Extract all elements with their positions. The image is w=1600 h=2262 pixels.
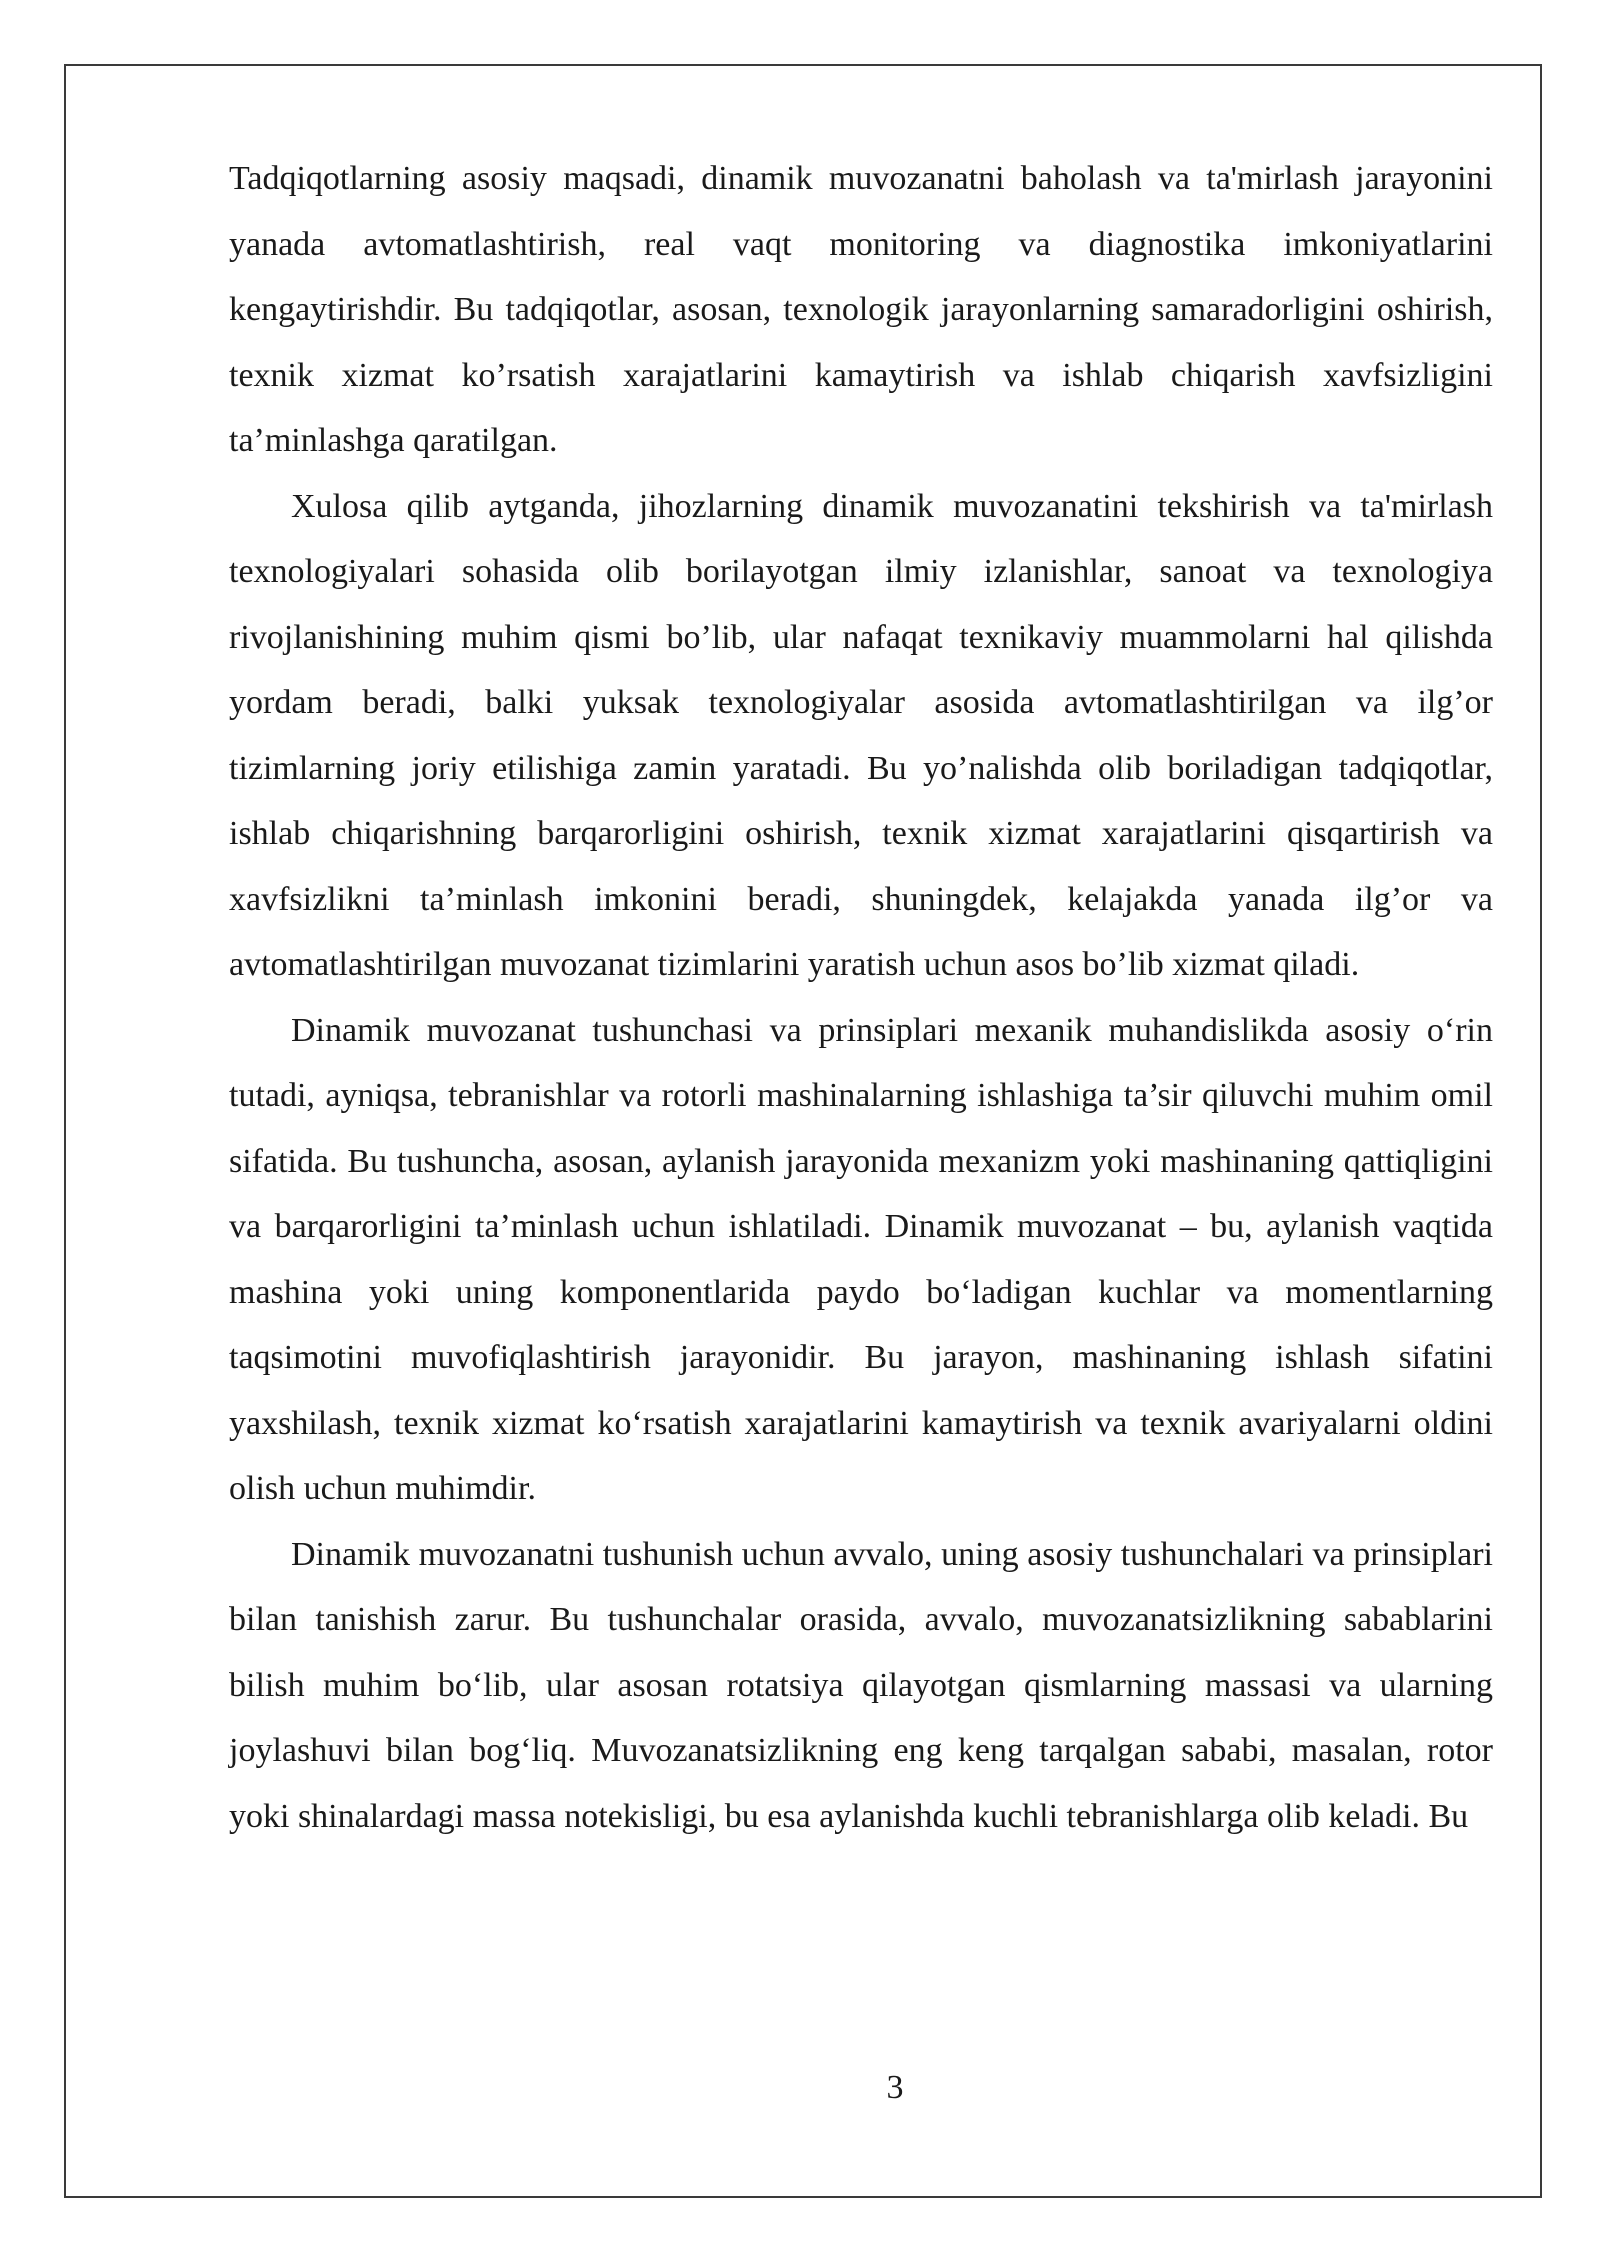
paragraph-2: Xulosa qilib aytganda, jihozlarning dinamik muvozanatini tekshirish va ta'mirlash texnologiyalari sohasida olib borilayotgan ilmiy izlanishlar, sanoat va texnologiya rivojlanishining muhim qismi bo’lib, ular nafaqat texnikaviy muammolarni hal qilishda yordam beradi, balki yuksak texnologiyalar asosida avtomatlashtirilgan va ilg’or tizimlarning joriy etilishiga zamin yaratadi. Bu yo’nalishda olib boriladigan tadqiqotlar, ishlab chiqarishning barqarorligini oshirish, texnik xizmat xarajatlarini qisqartirish va xavfsizlikni ta’minlash imkonini beradi, shuningdek, kelajakda yanada ilg’or va avtomatlashtirilgan muvozanat tizimlarini yaratish uchun asos bo’lib xizmat qiladi. xyxy=(229,487,1493,983)
document-body xyxy=(229,146,1493,1849)
paragraph-1: Tadqiqotlarning asosiy maqsadi, dinamik muvozanatni baholash va ta'mirlash jarayonini yanada avtomatlashtirish, real vaqt monitoring va diagnostika imkoniyatlarini kengaytirishdir. Bu tadqiqotlar, asosan, texnologik jarayonlarning samaradorligini oshirish, texnik xizmat ko’rsatish xarajatlarini kamaytirish va ishlab chiqarish xavfsizligini ta’minlashga qaratilgan. xyxy=(229,160,1493,459)
page-number: 3 xyxy=(886,2069,904,2106)
page-number-footer xyxy=(0,2068,1600,2108)
paragraph-4: Dinamik muvozanatni tushunish uchun avvalo, uning asosiy tushunchalari va prinsiplari bilan tanishish zarur. Bu tushunchalar orasida, avvalo, muvozanatsizlikning sabablarini bilish muhim bo‘lib, ular asosan rotatsiya qilayotgan qismlarning massasi va ularning joylashuvi bilan bog‘liq. Muvozanatsizlikning eng keng tarqalgan sababi, masalan, rotor yoki shinalardagi massa notekisligi, bu esa aylanishda kuchli tebranishlarga olib keladi. Bu xyxy=(229,1535,1493,1835)
paragraph-3: Dinamik muvozanat tushunchasi va prinsiplari mexanik muhandislikda asosiy o‘rin tutadi, ayniqsa, tebranishlar va rotorli mashinalarning ishlashiga ta’sir qiluvchi muhim omil sifatida. Bu tushuncha, asosan, aylanish jarayonida mexanizm yoki mashinaning qattiqligini va barqarorligini ta’minlash uchun ishlatiladi. Dinamik muvozanat – bu, aylanish vaqtida mashina yoki uning komponentlarida paydo bo‘ladigan kuchlar va momentlarning taqsimotini muvofiqlashtirish jarayonidir. Bu jarayon, mashinaning ishlash sifatini yaxshilash, texnik xizmat ko‘rsatish xarajatlarini kamaytirish va texnik avariyalarni oldini olish uchun muhimdir. xyxy=(229,1011,1493,1507)
